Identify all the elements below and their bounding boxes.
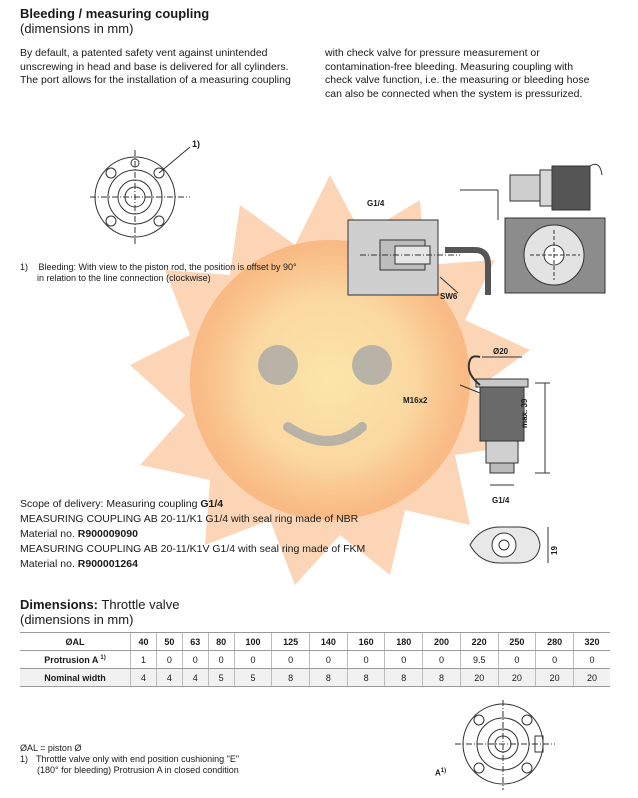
table-header-label: ØAL <box>20 633 131 651</box>
table-header-cell: 200 <box>423 633 461 651</box>
table-header-cell: 320 <box>573 633 610 651</box>
intro-line: unscrewing in head and base is delivered for all cylinders. <box>20 60 289 73</box>
intro-line: can also be connected when the system is pressurized. <box>325 87 583 100</box>
scope-line-1: Scope of delivery: Measuring coupling G1/4 <box>20 498 224 510</box>
table-cell: 1 <box>131 651 157 669</box>
scope-line-5: Material no. R900001264 <box>20 558 138 570</box>
table-cell: 4 <box>182 669 208 687</box>
table-header-cell: 80 <box>208 633 234 651</box>
table-cell: 20 <box>536 669 574 687</box>
note-line-3: (180° for bleeding) Protrusion A in closed condition <box>37 765 239 775</box>
dimensions-title: Dimensions: Throttle valve (dimensions in mm) <box>20 597 180 627</box>
coupling-section-drawing <box>340 150 610 310</box>
table-cell: 0 <box>423 651 461 669</box>
intro-line: The port allows for the installation of a measuring coupling <box>20 74 291 86</box>
intro-line: By default, a patented safety vent against unintended <box>20 47 268 59</box>
fig4-label: $A^{1)}$ <box>435 768 447 778</box>
table-cell: 4 <box>131 669 157 687</box>
table-cell: 8 <box>272 669 310 687</box>
table-row-label: Nominal width <box>20 669 131 687</box>
table-cell: 4 <box>156 669 182 687</box>
table-cell: 20 <box>573 669 610 687</box>
table-cell: 0 <box>385 651 423 669</box>
table-row <box>20 651 610 669</box>
intro-line: with check valve for pressure measurement or <box>325 47 540 59</box>
fig1-marker: 1) <box>192 139 201 149</box>
table-row <box>20 669 610 687</box>
notes <box>20 743 239 776</box>
fig2-label-thread: G1/4 <box>367 199 385 208</box>
table-cell: 0 <box>498 651 536 669</box>
note-line-1: ØAL = piston Ø <box>20 743 82 753</box>
fig1-footnote-line2: in relation to the line connection (clockwise) <box>37 273 211 283</box>
intro-line: check valve function, i.e. the measuring or bleeding hose <box>325 74 590 86</box>
table-cell: 8 <box>347 669 385 687</box>
dimensions-table <box>20 632 610 687</box>
table-cell: 9.5 <box>460 651 498 669</box>
table-cell: 0 <box>310 651 348 669</box>
table-header-cell: 50 <box>156 633 182 651</box>
table-cell: 0 <box>573 651 610 669</box>
table-cell: 5 <box>234 669 272 687</box>
fig3-label-width: 19 <box>550 546 559 555</box>
table-header-cell: 180 <box>385 633 423 651</box>
table-cell: 0 <box>156 651 182 669</box>
fig3-label-diameter: Ø20 <box>493 347 509 356</box>
scope-line-2: MEASURING COUPLING AB 20-11/K1 G1/4 with seal ring made of NBR <box>20 513 359 525</box>
table-cell: 8 <box>310 669 348 687</box>
intro-column-1 <box>20 47 320 88</box>
throttle-valve-drawing <box>445 698 565 794</box>
fig3-label-height: max. 39 <box>520 398 529 428</box>
table-cell: 0 <box>536 651 574 669</box>
table-cell: 8 <box>423 669 461 687</box>
fig1-footnote-marker: 1) <box>20 262 29 272</box>
table-header-cell: 100 <box>234 633 272 651</box>
table-header-cell: 40 <box>131 633 157 651</box>
table-header-cell: 280 <box>536 633 574 651</box>
table-row-label: Protrusion A $^{1)}$ <box>20 651 131 669</box>
fig3-label-port: G1/4 <box>492 496 510 505</box>
table-cell: 20 <box>498 669 536 687</box>
scope-line-3: Material no. R900009090 <box>20 528 138 540</box>
sun-right-eye <box>352 345 392 385</box>
table-header-cell: 63 <box>182 633 208 651</box>
table-cell: 0 <box>347 651 385 669</box>
table-cell: 8 <box>385 669 423 687</box>
fig1-footnote-line1: Bleeding: With view to the piston rod, the position is offset by 90° <box>38 262 297 272</box>
intro-line: contamination-free bleeding. Measuring coupling with <box>325 60 574 73</box>
fig3-label-thread: M16x2 <box>403 396 428 405</box>
page-subtitle: (dimensions in mm) <box>20 21 134 36</box>
table-cell: 20 <box>460 669 498 687</box>
table-cell: 0 <box>234 651 272 669</box>
table-header-cell: 140 <box>310 633 348 651</box>
table-header-cell: 125 <box>272 633 310 651</box>
table-cell: 0 <box>208 651 234 669</box>
intro-column-2 <box>325 47 625 101</box>
table-header-cell: 250 <box>498 633 536 651</box>
page-title: Bleeding / measuring coupling <box>20 6 210 21</box>
measuring-coupling-drawing <box>440 345 560 495</box>
fig1-footnote <box>20 262 297 284</box>
sun-left-eye <box>258 345 298 385</box>
table-header-cell: 160 <box>347 633 385 651</box>
table-header-cell: 220 <box>460 633 498 651</box>
fig2-label-sw: SW6 <box>440 292 458 301</box>
scope-line-4: MEASURING COUPLING AB 20-11/K1V G1/4 with seal ring made of FKM <box>20 543 366 555</box>
table-cell: 0 <box>272 651 310 669</box>
table-cell: 0 <box>182 651 208 669</box>
note-line-2: 1) Throttle valve only with end position cushioning "E" <box>20 754 240 764</box>
flange-front-view-drawing <box>90 135 210 250</box>
table-cell: 5 <box>208 669 234 687</box>
scope-of-delivery <box>20 497 365 572</box>
table-header-row <box>20 633 610 651</box>
coupling-top-view-drawing <box>460 515 560 577</box>
